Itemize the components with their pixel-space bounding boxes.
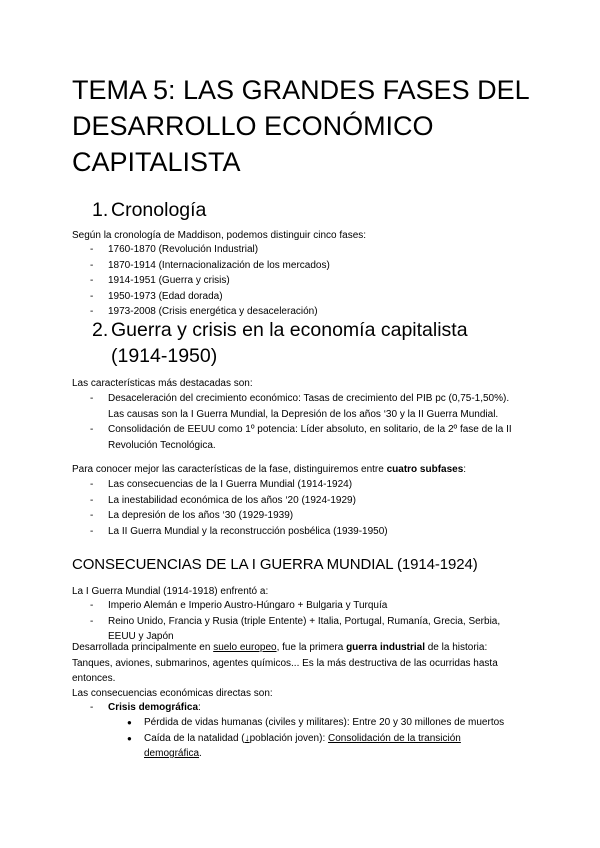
list-item: ● Pérdida de vidas humanas (civiles y militares): Entre 20 y 30 millones de muertos	[144, 715, 519, 731]
p2-text-a: Desarrollada principalmente en	[72, 642, 214, 653]
p2-text-c: de la historia: Tanques, aviones, submarinos, agentes químicos... Es la más destructiva de las ocurridas hasta entonces.	[72, 642, 498, 684]
subphases-intro-text: Para conocer mejor las características de la fase, distinguiremos entre	[72, 464, 387, 475]
list-item: - Desaceleración del crecimiento económico: Tasas de crecimiento del PIB pc (0,75-1,50%). Las causas son la I Guerra Mundial, la Depresión de los años ‘30 y la II Guerra Mundial.	[108, 391, 528, 422]
consequences-list	[108, 700, 528, 716]
section-3-heading: CONSECUENCIAS DE LA I GUERRA MUNDIAL (1914-1924)	[72, 556, 478, 573]
p2-bold: guerra industrial	[346, 642, 425, 653]
section-1-heading	[92, 197, 206, 223]
section-3-p3: Las consecuencias económicas directas son:	[72, 688, 273, 699]
section-1-number: 1.	[92, 199, 109, 221]
list-item: - Consolidación de EEUU como 1º potencia: Líder absoluto, en solitario, de la 2º fase de la II Revolución Tecnológica.	[108, 422, 528, 453]
section-1-intro: Según la cronología de Maddison, podemos distinguir cinco fases:	[72, 230, 367, 241]
list-item: - Reino Unido, Francia y Rusia (triple Entente) + Italia, Portugal, Rumanía, Grecia, Serbia, EEUU y Japón	[108, 614, 528, 645]
section-2-intro: Las características más destacadas son:	[72, 378, 253, 389]
subphases-list	[108, 477, 538, 539]
list-item: - 1973-2008 (Crisis energética y desaceleración)	[108, 304, 538, 320]
list-item: - Las consecuencias de la I Guerra Mundial (1914-1924)	[108, 477, 538, 493]
section-3-p1: La I Guerra Mundial (1914-1918) enfrentó a:	[72, 586, 269, 597]
b2-text-a: Caída de la natalidad (	[144, 732, 245, 744]
phases-list	[108, 242, 538, 320]
list-item: - 1950-1973 (Edad dorada)	[108, 289, 538, 305]
section-3-p2	[72, 640, 517, 687]
war-sides-list	[108, 598, 528, 645]
p2-text-b: , fue la primera	[276, 642, 347, 653]
b2-text-c: .	[199, 748, 202, 759]
list-item	[144, 731, 519, 762]
list-item: - 1760-1870 (Revolución Industrial)	[108, 242, 538, 258]
subphases-intro-bold: cuatro subfases	[386, 464, 464, 475]
crisis-label: Crisis demográfica	[108, 702, 199, 713]
list-item: - La depresión de los años ‘30 (1929-1939)	[108, 508, 538, 524]
list-item: - 1870-1914 (Internacionalización de los mercados)	[108, 258, 538, 274]
section-2-title-line2: (1914-1950)	[111, 345, 218, 367]
section-2-number: 2.	[92, 319, 109, 341]
b2-text-b: población joven):	[249, 732, 329, 744]
p2-underlined: suelo europeo	[213, 642, 277, 653]
list-item: - La inestabilidad económica de los años ‘20 (1924-1929)	[108, 493, 538, 509]
list-item	[108, 700, 528, 716]
subphases-intro-colon: :	[463, 464, 467, 475]
section-1-title: Cronología	[111, 199, 207, 221]
characteristics-list	[108, 391, 528, 453]
document-title: TEMA 5: LAS GRANDES FASES DEL DESARROLLO ECONÓMICO CAPITALISTA	[72, 75, 529, 177]
section-2-title-line1: Guerra y crisis en la economía capitalista	[111, 319, 468, 341]
list-item: - Imperio Alemán e Imperio Austro-Húngaro + Bulgaria y Turquía	[108, 598, 528, 614]
list-item: - La II Guerra Mundial y la reconstrucción posbélica (1939-1950)	[108, 524, 538, 540]
down-arrow-icon: ↓	[244, 732, 250, 744]
crisis-colon: :	[198, 702, 201, 713]
subphases-intro	[72, 462, 542, 478]
section-2-heading	[92, 317, 552, 369]
b2-underlined: Consolidación de la transición demográfica	[144, 732, 461, 759]
list-item: - 1914-1951 (Guerra y crisis)	[108, 273, 538, 289]
demographic-bullets	[144, 715, 519, 762]
